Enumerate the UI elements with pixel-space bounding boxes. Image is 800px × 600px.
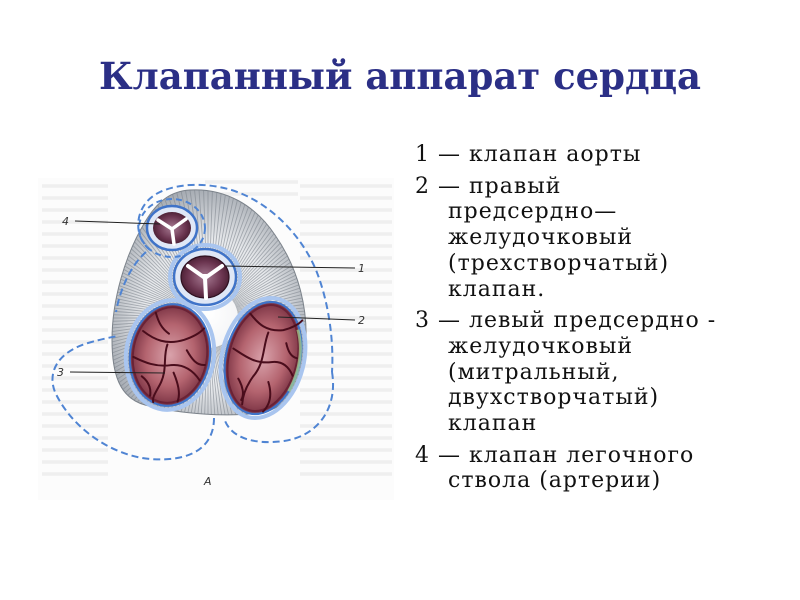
figure-label-1: 1 — [358, 262, 365, 275]
legend-item-pulmonary-valve — [415, 443, 785, 494]
legend-line: желудочковый — [448, 333, 634, 359]
legend-line: 4 — клапан легочного — [415, 442, 695, 468]
legend-line: (трехстворчатый) — [448, 250, 670, 276]
legend-line: клапан. — [448, 276, 546, 302]
slide-title: Клапанный аппарат сердца — [98, 54, 702, 98]
figure-label-3: 3 — [57, 366, 64, 379]
legend-line: 2 — правый — [415, 173, 562, 199]
aortic-valve — [170, 245, 240, 309]
legend-line: предсердно— — [448, 199, 618, 225]
figure-label-4: 4 — [62, 215, 69, 228]
valve-legend — [415, 142, 785, 500]
pulmonary-valve — [139, 199, 205, 257]
heart-valves-illustration — [30, 170, 410, 510]
legend-line: желудочковый — [448, 225, 634, 251]
legend-line: (митральный, — [448, 359, 620, 385]
figure-label-2: 2 — [358, 314, 365, 327]
legend-line: клапан — [448, 411, 538, 437]
legend-line: двухстворчатый) — [448, 385, 660, 411]
legend-line: 3 — левый предсердно - — [415, 308, 717, 334]
legend-item-tricuspid-valve — [415, 174, 785, 303]
legend-item-aortic-valve — [415, 142, 785, 168]
legend-item-mitral-valve — [415, 308, 785, 437]
legend-line: ствола (артерии) — [448, 468, 662, 494]
legend-line: 1 — клапан аорты — [415, 142, 642, 167]
figure-panel-letter: A — [204, 475, 212, 488]
